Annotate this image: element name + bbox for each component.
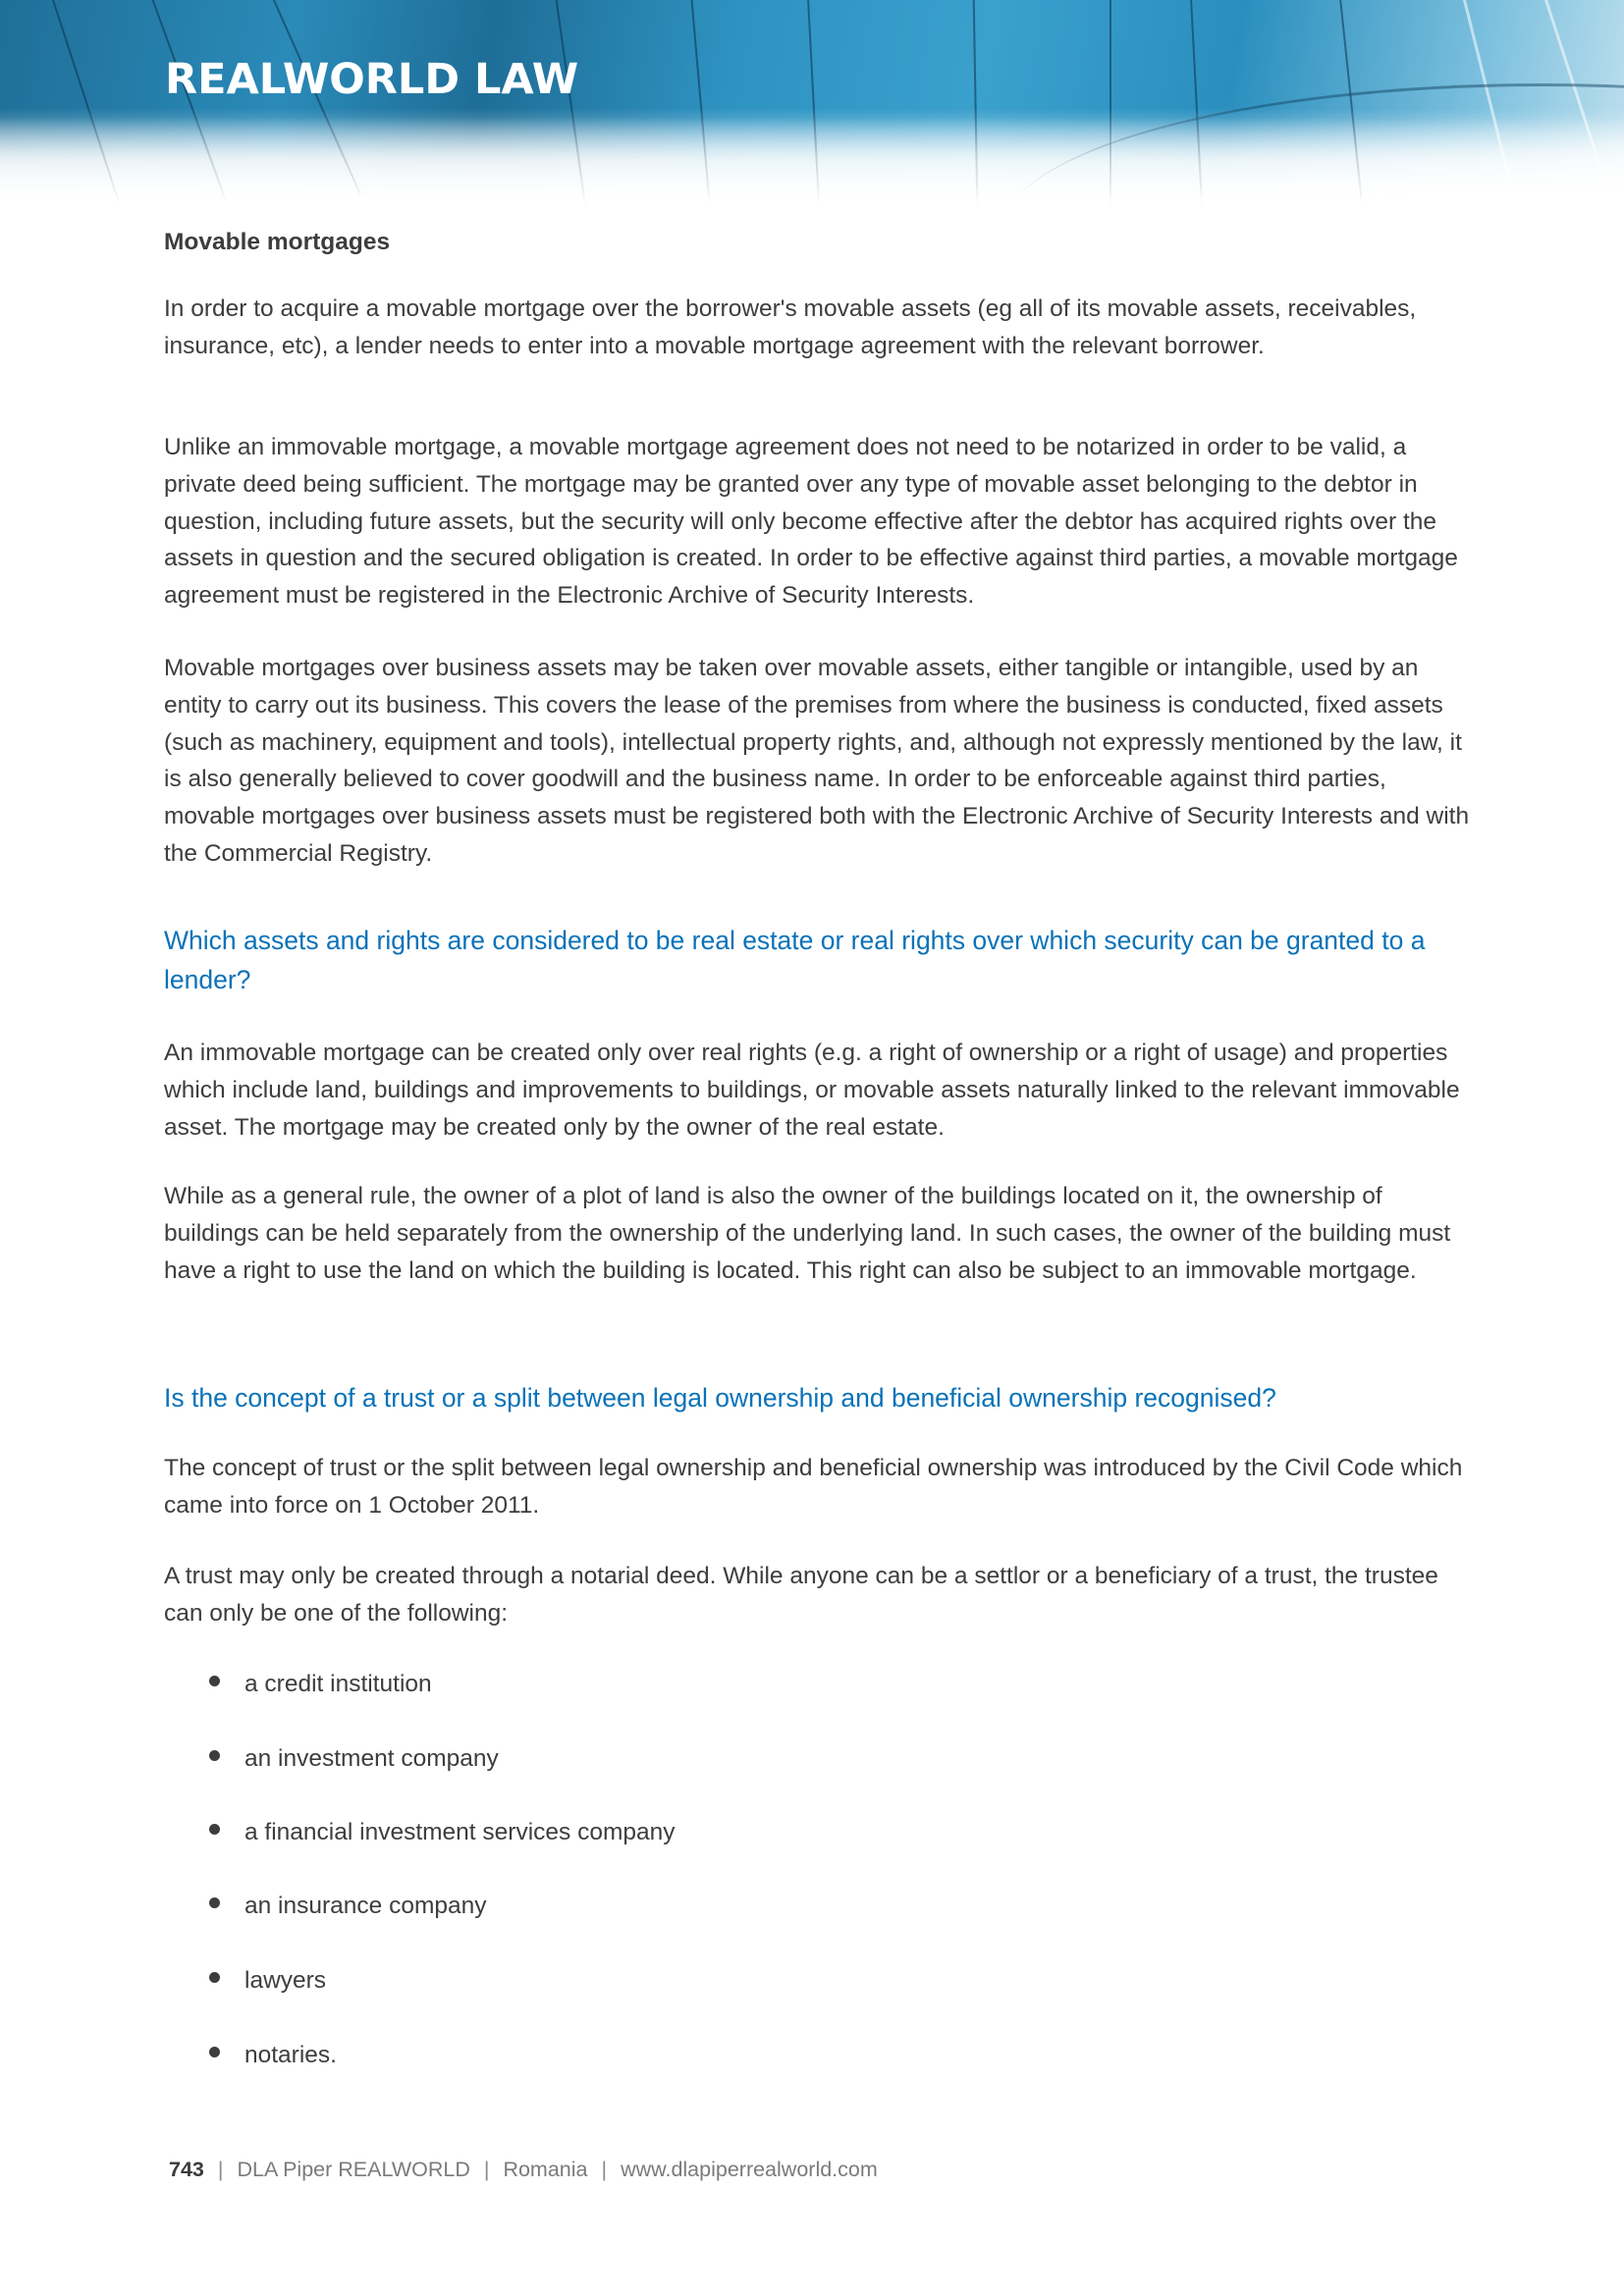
section-heading-movable-mortgages: Movable mortgages xyxy=(164,229,391,255)
paragraph: The concept of trust or the split between legal ownership and beneficial ownership was introduced by the Civil Code which came into force on 1 October 2011. xyxy=(164,1455,1463,1519)
list-item-text: lawyers xyxy=(244,1967,327,1994)
footer-separator: | xyxy=(601,2158,608,2181)
page-footer xyxy=(169,2158,878,2182)
list-item-text: an investment company xyxy=(244,1745,499,1772)
publication-name: DLA Piper REALWORLD xyxy=(237,2158,470,2181)
website-link[interactable]: www.dlapiperrealworld.com xyxy=(621,2158,878,2181)
paragraph: In order to acquire a movable mortgage over the borrower's movable assets (eg all of its movable assets, receivables, insurance, etc), a lender needs to enter into a movable mortgage agreement with the relevant borrower. xyxy=(164,295,1417,359)
paragraph: Unlike an immovable mortgage, a movable mortgage agreement does not need to be notarized in order to be valid, a private deed being sufficient. The mortgage may be granted over any type of movable asset belonging to the debtor in question, including future assets, but the security will only become effective after the debtor has acquired rights over the assets in question and the secured obligation is created. In order to be effective against third parties, a movable mortgage agreement must be registered in the Electronic Archive of Security Interests. xyxy=(164,434,1458,610)
bullet-icon xyxy=(209,1972,220,1983)
header-banner xyxy=(0,0,1624,211)
bullet-icon xyxy=(209,1824,220,1835)
footer-separator: | xyxy=(483,2158,490,2181)
paragraph: An immovable mortgage can be created only over real rights (e.g. a right of ownership or a right of usage) and properties which include land, buildings and improvements to buildings, or movable assets naturally linked to the relevant immovable asset. The mortgage may be created only by the owner of the real estate. xyxy=(164,1040,1460,1141)
list-item-text: a credit institution xyxy=(244,1671,432,1697)
bullet-icon xyxy=(209,1897,220,1908)
paragraph: A trust may only be created through a notarial deed. While anyone can be a settlor or a beneficiary of a trust, the trustee can only be one of the following: xyxy=(164,1563,1438,1627)
bullet-icon xyxy=(209,2047,220,2057)
list-item-text: notaries. xyxy=(244,2042,337,2068)
header-fade xyxy=(0,108,1624,211)
bullet-icon xyxy=(209,1750,220,1761)
page-number: 743 xyxy=(169,2158,204,2181)
paragraph: While as a general rule, the owner of a plot of land is also the owner of the buildings located on it, the ownership of buildings can be held separately from the ownership of the underlying land. In such cases, the owner of the building must have a right to use the land on which the building is located. This right can also be subject to an immovable mortgage. xyxy=(164,1183,1451,1284)
brand-title: REALWORLD LAW xyxy=(165,55,579,104)
list-item-text: a financial investment services company xyxy=(244,1819,676,1845)
bullet-icon xyxy=(209,1676,220,1686)
country-name: Romania xyxy=(503,2158,588,2181)
question-heading-assets: Which assets and rights are considered to be real estate or real rights over which security can be granted to a lender? xyxy=(164,926,1426,994)
list-item-text: an insurance company xyxy=(244,1893,487,1919)
footer-separator: | xyxy=(217,2158,224,2181)
paragraph: Movable mortgages over business assets may be taken over movable assets, either tangible or intangible, used by an entity to carry out its business. This covers the lease of the premises from where the business is conducted, fixed assets (such as machinery, equipment and tools), intellectual property rights, and, although not expressly mentioned by the law, it is also generally believed to cover goodwill and the business name. In order to be enforceable against third parties, movable mortgages over business assets must be registered both with the Electronic Archive of Security Interests and with the Commercial Registry. xyxy=(164,655,1470,867)
question-heading-trust: Is the concept of a trust or a split between legal ownership and beneficial ownership recognised? xyxy=(164,1383,1276,1413)
